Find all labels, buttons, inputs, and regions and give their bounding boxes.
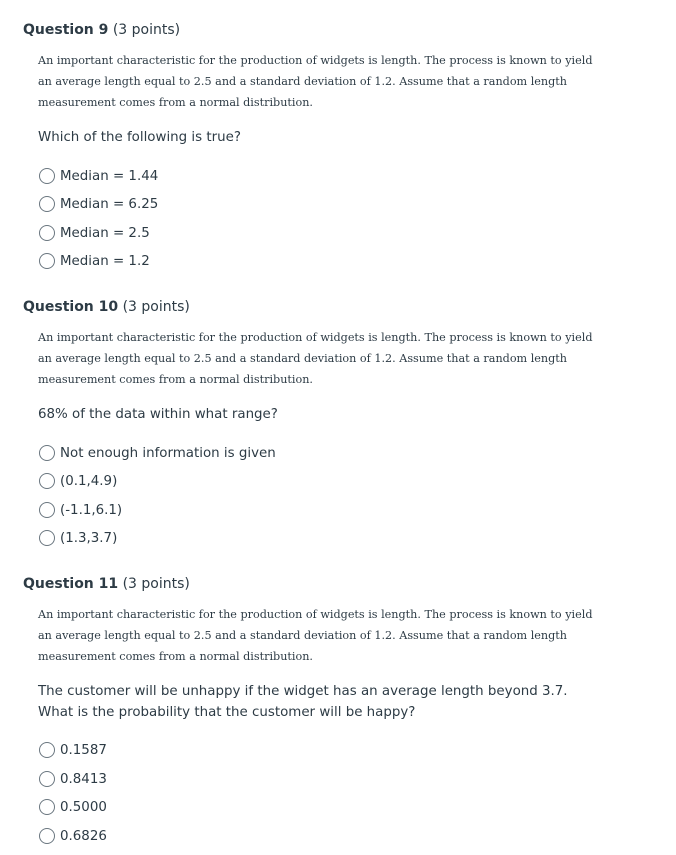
radio-button[interactable] xyxy=(39,168,55,184)
question-stem: An important characteristic for the production of widgets is length. The process is known to yield an average length equal to 2.5 and a standard deviation of 1.2. Assume that a random length measurement comes from a normal distribution. xyxy=(38,608,593,663)
radio-button[interactable] xyxy=(39,530,55,546)
answer-option[interactable] xyxy=(39,825,107,847)
radio-button[interactable] xyxy=(39,742,55,758)
radio-button[interactable] xyxy=(39,253,55,269)
question-title: Question 11 xyxy=(23,576,119,592)
radio-button[interactable] xyxy=(39,502,55,518)
question-header xyxy=(23,576,190,592)
answer-option[interactable] xyxy=(39,470,117,492)
answer-option[interactable] xyxy=(39,796,107,818)
question-title: Question 10 xyxy=(23,299,119,315)
answer-option-label: 0.1587 xyxy=(60,742,107,758)
radio-button[interactable] xyxy=(39,799,55,815)
question-header xyxy=(23,299,190,315)
radio-button[interactable] xyxy=(39,828,55,844)
answer-option[interactable] xyxy=(39,527,117,549)
radio-button[interactable] xyxy=(39,225,55,241)
question-prompt: The customer will be unhappy if the widget has an average length beyond 3.7. What is the probability that the customer will be happy? xyxy=(38,684,568,720)
answer-option-label: Median = 1.44 xyxy=(60,168,159,184)
question-title: Question 9 xyxy=(23,22,109,38)
answer-option[interactable] xyxy=(39,222,150,244)
answer-option-label: (1.3,3.7) xyxy=(60,530,118,546)
question-prompt: Which of the following is true? xyxy=(38,130,241,145)
question-points: (3 points) xyxy=(122,576,190,592)
answer-option[interactable] xyxy=(39,499,122,521)
answer-option-label: Not enough information is given xyxy=(60,445,276,461)
answer-option[interactable] xyxy=(39,442,276,464)
answer-option[interactable] xyxy=(39,165,158,187)
radio-button[interactable] xyxy=(39,771,55,787)
answer-option[interactable] xyxy=(39,193,158,215)
radio-button[interactable] xyxy=(39,445,55,461)
answer-option-label: Median = 1.2 xyxy=(60,253,150,269)
answer-option[interactable] xyxy=(39,768,107,790)
answer-option-label: 0.5000 xyxy=(60,799,107,815)
radio-button[interactable] xyxy=(39,473,55,489)
answer-option-label: 0.8413 xyxy=(60,771,107,787)
question-prompt: 68% of the data within what range? xyxy=(38,407,278,422)
question-stem: An important characteristic for the production of widgets is length. The process is known to yield an average length equal to 2.5 and a standard deviation of 1.2. Assume that a random length measurement comes from a normal distribution. xyxy=(38,331,593,386)
answer-option-label: Median = 6.25 xyxy=(60,196,159,212)
answer-option[interactable] xyxy=(39,739,107,761)
answer-option-label: (-1.1,6.1) xyxy=(60,502,123,518)
question-header xyxy=(23,22,180,38)
question-points: (3 points) xyxy=(122,299,190,315)
question-points: (3 points) xyxy=(112,22,181,38)
answer-option-label: (0.1,4.9) xyxy=(60,473,118,489)
question-stem: An important characteristic for the production of widgets is length. The process is known to yield an average length equal to 2.5 and a standard deviation of 1.2. Assume that a random length measurement comes from a normal distribution. xyxy=(38,54,593,109)
answer-option-label: 0.6826 xyxy=(60,828,107,844)
answer-option-label: Median = 2.5 xyxy=(60,225,150,241)
answer-option[interactable] xyxy=(39,250,150,272)
radio-button[interactable] xyxy=(39,196,55,212)
